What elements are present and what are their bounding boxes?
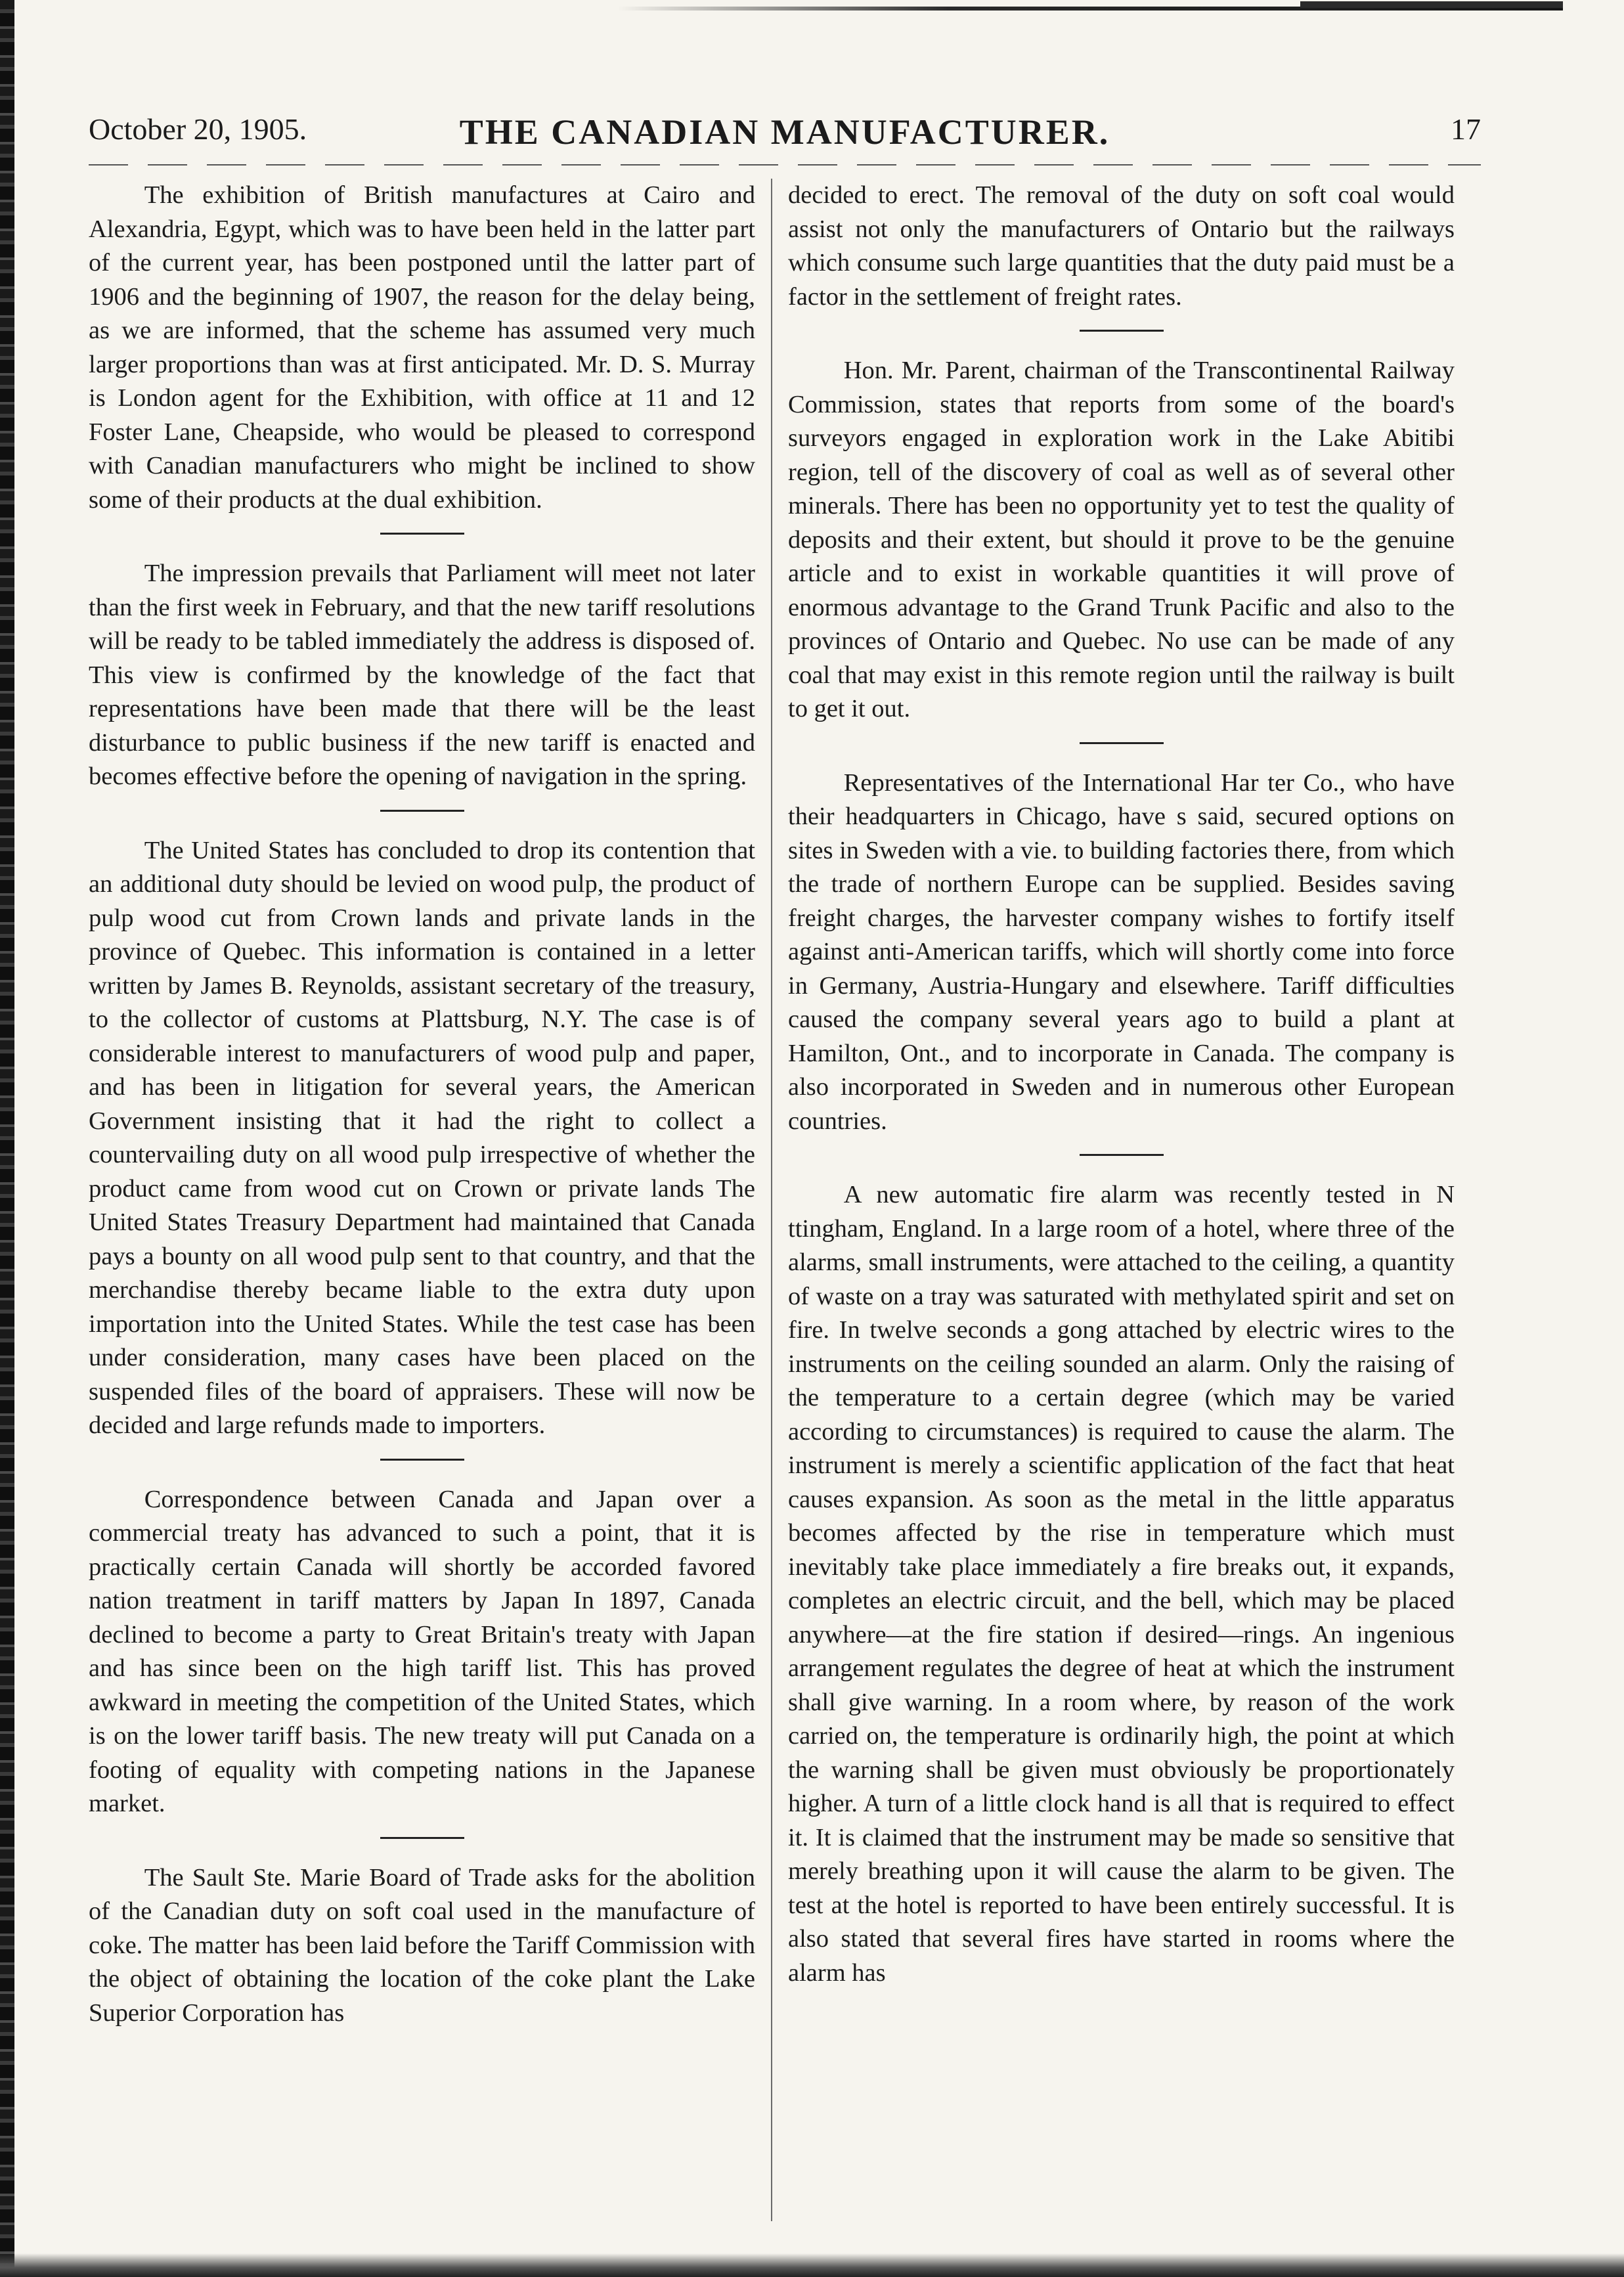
article-paragraph: The impression prevails that Parliament will meet not later than the first week in February, and that the new tariff resolutions will be ready to be tabled immediately the address is disposed of. This view is confirmed by the knowledge of the fact that representations have been made that there will be the least disturbance to public business if the new tariff is enacted and becomes effective before the opening of navigation in the spring. [89, 560, 755, 790]
binding-edge [0, 0, 14, 2277]
article-paragraph: The exhibition of British manufactures at Cairo and Alexandria, Egypt, which was to have been held in the latter part of the current year, has been postponed until the latter part of 1906 and the beginning of 1907, the reason for the delay being, as we are informed, that the scheme has assumed very much larger proportions than was at first anticipated. Mr. D. S. Murray is London agent for the Exhibition, with office at 11 and 12 Foster Lane, Cheapside, who would be pleased to correspond with Canadian manufacturers who might be inclined to show some of their products at the dual exhibition. [89, 181, 755, 514]
article-paragraph: The United States has concluded to drop its contention that an additional duty should be levied on wood pulp, the product of pulp wood cut from Crown lands and private lands in the province of Quebec. This information is contained in a letter written by James B. Reynolds, assistant secretary of the treasury, to the collector of customs at Plattsburg, N.Y. The case is of considerable interest to manufacturers of wood pulp and paper, and has been in litigation for several years, the American Government insisting that it had the right to collect a countervailing duty on all wood pulp irrespective of whether the product came from wood cut on Crown or private lands The United States Treasury Department had maintained that Canada pays a bounty on all wood pulp sent to that country, and that the merchandise thereby became liable to the extra duty upon importation into the United States. While the test case has been under consideration, many cases have been placed on the suspended files of the board of appraisers. These will now be decided and large refunds made to importers. [89, 836, 755, 1439]
article-paragraph: Hon. Mr. Parent, chairman of the Transcontinental Railway Commission, states that reports from some of the board's surveyors engaged in exploration work in the Lake Abitibi region, tell of the discovery of coal as well as of several other minerals. There has been no opportunity yet to test the quality of deposits and their extent, but should it prove to be the genuine article and to exist in workable quantities it will prove of enormous advantage to the Grand Trunk Pacific and also to the provinces of Ontario and Quebec. No use can be made of any coal that may exist in this remote region until the railway is built to get it out. [788, 357, 1455, 722]
article-paragraph: Correspondence between Canada and Japan over a commercial treaty has advanced to such a point, that it is practically certain Canada will shortly be accorded favored nation treatment in tariff matters by Japan In 1897, Canada declined to become a party to Great Britain's treaty with Japan and has since been on the high tariff list. This has proved awkward in meeting the competition of the United States, which is on the lower tariff basis. The new treaty will put Canada on a footing of equality with competing nations in the Japanese market. [89, 1485, 755, 1817]
article-separator [1080, 1154, 1164, 1156]
article-paragraph: The Sault Ste. Marie Board of Trade asks for the abolition of the Canadian duty on soft coal used in the manufacture of coke. The matter has been laid before the Tariff Commission with the object of obtaining the location of the coke plant the Lake Superior Corporation has [89, 1863, 755, 2027]
bottom-scan-edge [0, 2253, 1624, 2277]
right-column [788, 179, 1455, 2221]
article-separator [1080, 330, 1164, 332]
article-separator [380, 1459, 464, 1461]
header-rule [89, 164, 1481, 166]
publication-title: THE CANADIAN MANUFACTURER. [459, 112, 1110, 152]
column-divider [771, 179, 772, 2221]
page-header [89, 112, 1481, 158]
left-column [89, 179, 755, 2221]
article-separator [380, 810, 464, 812]
article-separator [380, 533, 464, 535]
page-number: 17 [1451, 112, 1481, 146]
article-paragraph-continued: decided to erect. The removal of the duty on soft coal would assist not only the manufacturers of Ontario but the railways which consume such large quantities that the duty paid must be a factor in the settlement of freight rates. [788, 181, 1455, 311]
issue-date: October 20, 1905. [89, 112, 307, 146]
article-separator [1080, 742, 1164, 744]
article-paragraph: A new automatic fire alarm was recently tested in N ttingham, England. In a large room of a hotel, where three of the alarms, small instruments, were attached to the ceiling, a quantity of waste on a tray was saturated with methylated spirit and set on fire. In twelve seconds a gong attached by electric wires to the instruments on the ceiling sounded an alarm. Only the raising of the temperature to a certain degree (which may be varied according to circumstances) is required to cause the alarm. The instrument is merely a scientific application of the fact that heat causes expansion. As soon as the metal in the little apparatus becomes affected by the rise in temperature which must inevitably take place immediately a fire breaks out, it expands, completes an electric circuit, and the bell, which may be placed anywhere—at the fire station if desired—rings. An ingenious arrangement regulates the degree of heat at which the instrument shall give warning. In a room where, by reason of the work carried on, the temperature is ordinarily high, the point at which the warning shall be given must obviously be proportionately higher. A turn of a little clock hand is all that is required to effect it. It is claimed that the instrument may be made so sensitive that merely breathing upon it will cause the alarm to be given. The test at the hotel is reported to have been entirely successful. It is also stated that several fires have started in rooms where the alarm has [788, 1181, 1455, 1987]
article-paragraph: Representatives of the International Har ter Co., who have their headquarters in Chicago, have s said, secured options on sites in Sweden with a vie. to building factories there, from which the trade of northern Europe can be supplied. Besides saving freight charges, the harvester company wishes to fortify itself against anti-American tariffs, which will shortly come into force in Germany, Austria-Hungary and elsewhere. Tariff difficulties caused the company several years ago to build a plant at Hamilton, Ont., and to incorporate in Canada. The company is also incorporated in Sweden and in numerous other European countries. [788, 768, 1455, 1135]
article-separator [380, 1837, 464, 1839]
top-scan-mark [1300, 1, 1563, 8]
